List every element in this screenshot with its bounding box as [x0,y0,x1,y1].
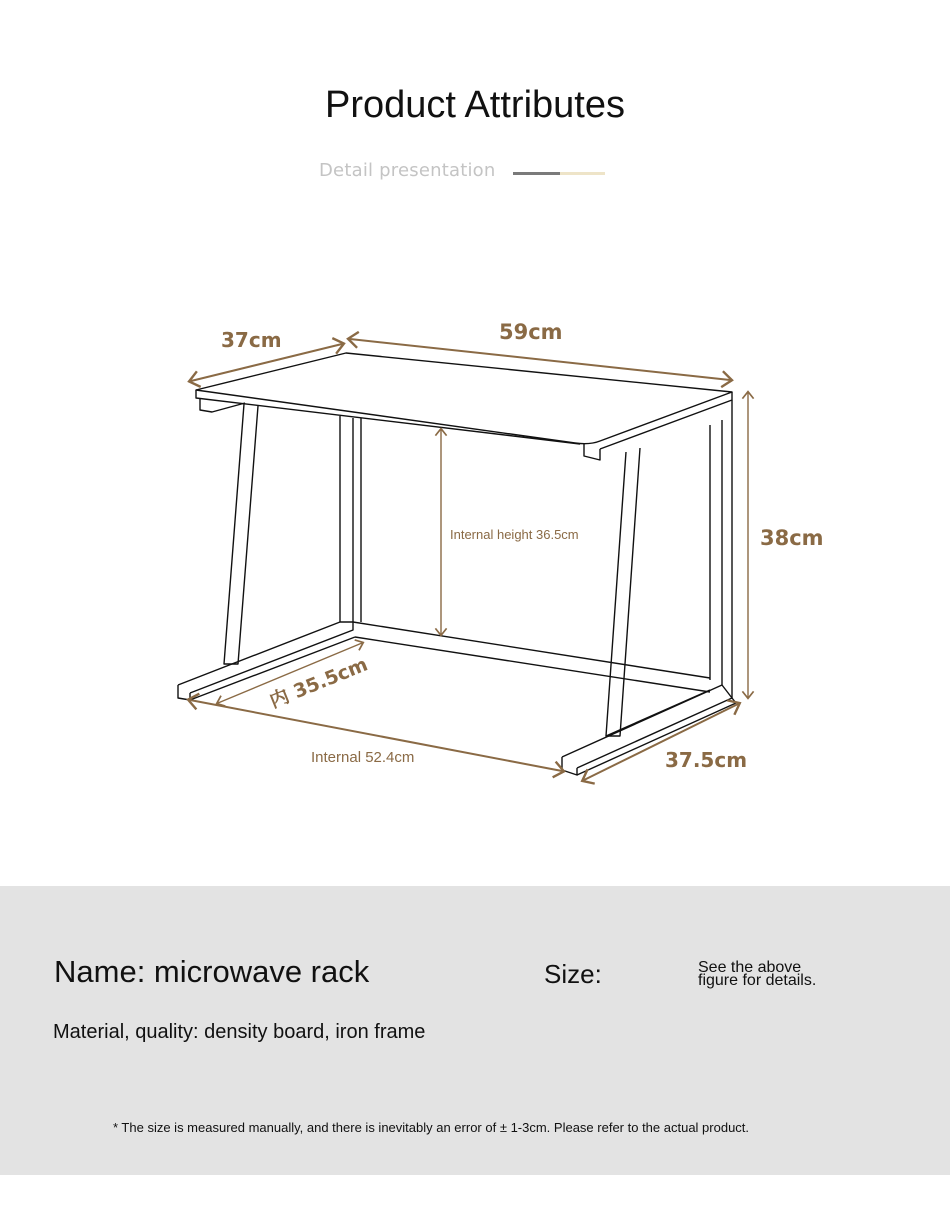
rack-drawing [178,353,736,775]
height-label: 38cm [760,526,824,550]
internal-width-label: Internal 52.4cm [311,749,415,766]
size-label: Size: [544,959,602,989]
decorative-line-dark [513,172,560,175]
measurement-note: * The size is measured manually, and there is inevitably an error of ± 1-3cm. Please refer to the actual product. [113,1120,750,1135]
size-value: See the above figure for details. [698,959,817,989]
depth-bottom-label: 37.5cm [665,748,748,772]
internal-depth-label: 内 35.5cm [266,653,371,713]
page-title: Product Attributes [325,84,625,126]
depth-top-label: 37cm [221,328,282,352]
width-top-label: 59cm [499,320,563,344]
page-subtitle: Detail presentation [319,160,496,181]
product-info-panel [0,886,950,1175]
decorative-line-light [560,172,605,175]
internal-height-label: Internal height 36.5cm [450,527,579,542]
product-name: Name: microwave rack [54,954,370,989]
rack-dimension-diagram [0,300,950,800]
product-material: Material, quality: density board, iron frame [53,1021,426,1043]
